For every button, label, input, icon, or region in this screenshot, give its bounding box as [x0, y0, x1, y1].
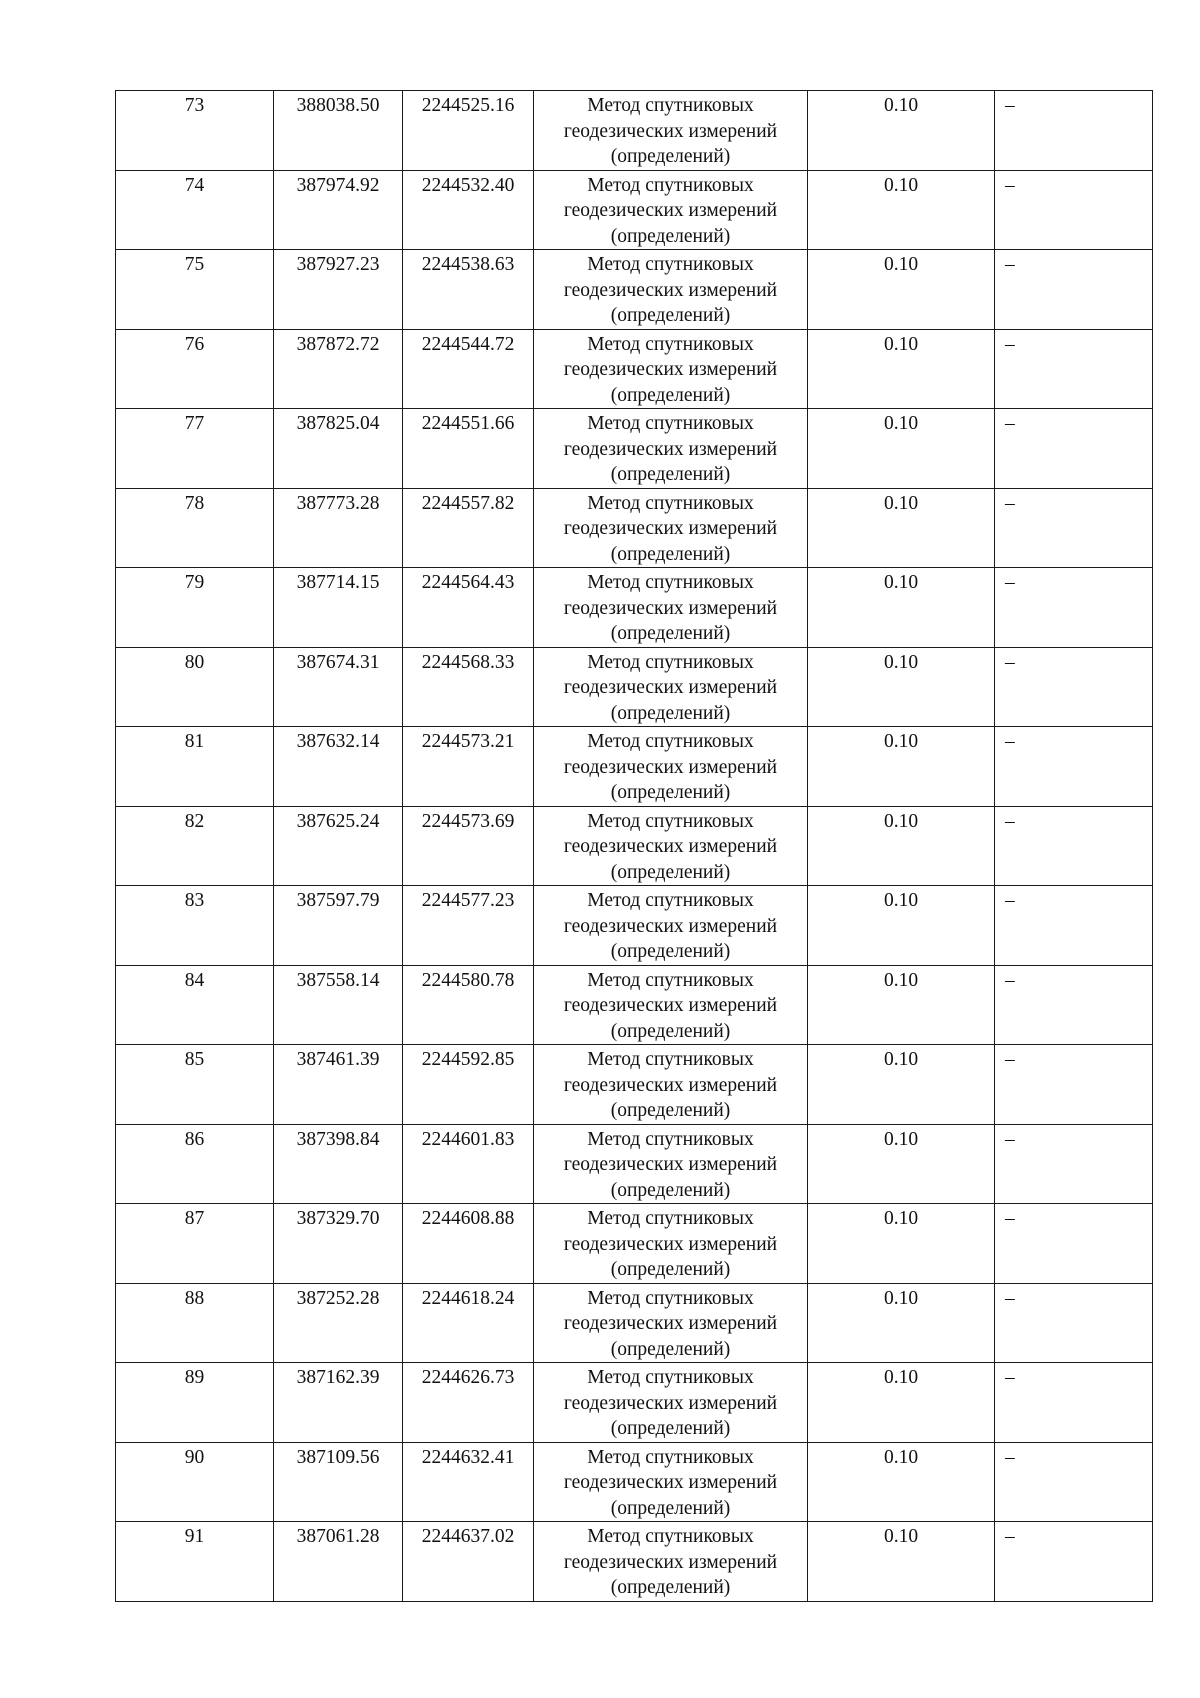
point-number-cell: 84 — [116, 965, 274, 1045]
coordinates-table — [115, 90, 1153, 1602]
method-cell: Метод спутниковых геодезических измерений (определений) — [534, 329, 808, 409]
accuracy-cell: 0.10 — [808, 1442, 995, 1522]
y-coordinate-cell: 2244580.78 — [403, 965, 534, 1045]
x-coordinate-cell: 387674.31 — [274, 647, 403, 727]
note-cell: – — [995, 1442, 1153, 1522]
accuracy-cell: 0.10 — [808, 1045, 995, 1125]
method-cell: Метод спутниковых геодезических измерений (определений) — [534, 647, 808, 727]
table-row — [116, 647, 1153, 727]
note-cell: – — [995, 91, 1153, 171]
accuracy-cell: 0.10 — [808, 1522, 995, 1602]
accuracy-cell: 0.10 — [808, 409, 995, 489]
note-cell: – — [995, 568, 1153, 648]
x-coordinate-cell: 387109.56 — [274, 1442, 403, 1522]
point-number-cell: 88 — [116, 1283, 274, 1363]
note-cell: – — [995, 727, 1153, 807]
method-cell: Метод спутниковых геодезических измерений (определений) — [534, 1124, 808, 1204]
x-coordinate-cell: 387061.28 — [274, 1522, 403, 1602]
note-cell: – — [995, 1124, 1153, 1204]
note-cell: – — [995, 1045, 1153, 1125]
point-number-cell: 82 — [116, 806, 274, 886]
y-coordinate-cell: 2244626.73 — [403, 1363, 534, 1443]
note-cell: – — [995, 488, 1153, 568]
x-coordinate-cell: 387714.15 — [274, 568, 403, 648]
method-cell: Метод спутниковых геодезических измерений (определений) — [534, 1363, 808, 1443]
point-number-cell: 80 — [116, 647, 274, 727]
table-row — [116, 1204, 1153, 1284]
x-coordinate-cell: 387597.79 — [274, 886, 403, 966]
y-coordinate-cell: 2244608.88 — [403, 1204, 534, 1284]
note-cell: – — [995, 170, 1153, 250]
accuracy-cell: 0.10 — [808, 329, 995, 409]
y-coordinate-cell: 2244577.23 — [403, 886, 534, 966]
table-row — [116, 568, 1153, 648]
method-cell: Метод спутниковых геодезических измерений (определений) — [534, 727, 808, 807]
accuracy-cell: 0.10 — [808, 1363, 995, 1443]
method-cell: Метод спутниковых геодезических измерений (определений) — [534, 806, 808, 886]
method-cell: Метод спутниковых геодезических измерений (определений) — [534, 1283, 808, 1363]
accuracy-cell: 0.10 — [808, 250, 995, 330]
accuracy-cell: 0.10 — [808, 91, 995, 171]
accuracy-cell: 0.10 — [808, 886, 995, 966]
x-coordinate-cell: 387162.39 — [274, 1363, 403, 1443]
table-row — [116, 1363, 1153, 1443]
x-coordinate-cell: 387252.28 — [274, 1283, 403, 1363]
accuracy-cell: 0.10 — [808, 568, 995, 648]
table-row — [116, 1283, 1153, 1363]
accuracy-cell: 0.10 — [808, 727, 995, 807]
table-row — [116, 250, 1153, 330]
x-coordinate-cell: 387872.72 — [274, 329, 403, 409]
x-coordinate-cell: 387825.04 — [274, 409, 403, 489]
accuracy-cell: 0.10 — [808, 170, 995, 250]
x-coordinate-cell: 387558.14 — [274, 965, 403, 1045]
y-coordinate-cell: 2244573.69 — [403, 806, 534, 886]
x-coordinate-cell: 387625.24 — [274, 806, 403, 886]
point-number-cell: 76 — [116, 329, 274, 409]
method-cell: Метод спутниковых геодезических измерений (определений) — [534, 1045, 808, 1125]
table-row — [116, 409, 1153, 489]
y-coordinate-cell: 2244532.40 — [403, 170, 534, 250]
method-cell: Метод спутниковых геодезических измерений (определений) — [534, 170, 808, 250]
accuracy-cell: 0.10 — [808, 806, 995, 886]
x-coordinate-cell: 388038.50 — [274, 91, 403, 171]
point-number-cell: 91 — [116, 1522, 274, 1602]
point-number-cell: 83 — [116, 886, 274, 966]
note-cell: – — [995, 1204, 1153, 1284]
y-coordinate-cell: 2244592.85 — [403, 1045, 534, 1125]
table-row — [116, 727, 1153, 807]
point-number-cell: 90 — [116, 1442, 274, 1522]
x-coordinate-cell: 387461.39 — [274, 1045, 403, 1125]
y-coordinate-cell: 2244637.02 — [403, 1522, 534, 1602]
x-coordinate-cell: 387632.14 — [274, 727, 403, 807]
method-cell: Метод спутниковых геодезических измерений (определений) — [534, 250, 808, 330]
method-cell: Метод спутниковых геодезических измерений (определений) — [534, 91, 808, 171]
point-number-cell: 89 — [116, 1363, 274, 1443]
method-cell: Метод спутниковых геодезических измерений (определений) — [534, 1442, 808, 1522]
method-cell: Метод спутниковых геодезических измерений (определений) — [534, 965, 808, 1045]
table-row — [116, 965, 1153, 1045]
y-coordinate-cell: 2244632.41 — [403, 1442, 534, 1522]
y-coordinate-cell: 2244544.72 — [403, 329, 534, 409]
y-coordinate-cell: 2244573.21 — [403, 727, 534, 807]
method-cell: Метод спутниковых геодезических измерений (определений) — [534, 488, 808, 568]
note-cell: – — [995, 409, 1153, 489]
accuracy-cell: 0.10 — [808, 965, 995, 1045]
point-number-cell: 77 — [116, 409, 274, 489]
note-cell: – — [995, 806, 1153, 886]
note-cell: – — [995, 965, 1153, 1045]
y-coordinate-cell: 2244551.66 — [403, 409, 534, 489]
note-cell: – — [995, 647, 1153, 727]
point-number-cell: 86 — [116, 1124, 274, 1204]
coordinates-table-body — [116, 91, 1153, 1602]
method-cell: Метод спутниковых геодезических измерений (определений) — [534, 409, 808, 489]
table-row — [116, 1522, 1153, 1602]
accuracy-cell: 0.10 — [808, 647, 995, 727]
point-number-cell: 73 — [116, 91, 274, 171]
table-row — [116, 1442, 1153, 1522]
x-coordinate-cell: 387773.28 — [274, 488, 403, 568]
point-number-cell: 81 — [116, 727, 274, 807]
y-coordinate-cell: 2244538.63 — [403, 250, 534, 330]
accuracy-cell: 0.10 — [808, 1283, 995, 1363]
accuracy-cell: 0.10 — [808, 1124, 995, 1204]
note-cell: – — [995, 1363, 1153, 1443]
note-cell: – — [995, 886, 1153, 966]
method-cell: Метод спутниковых геодезических измерений (определений) — [534, 1522, 808, 1602]
x-coordinate-cell: 387974.92 — [274, 170, 403, 250]
y-coordinate-cell: 2244525.16 — [403, 91, 534, 171]
y-coordinate-cell: 2244618.24 — [403, 1283, 534, 1363]
method-cell: Метод спутниковых геодезических измерений (определений) — [534, 568, 808, 648]
y-coordinate-cell: 2244557.82 — [403, 488, 534, 568]
point-number-cell: 78 — [116, 488, 274, 568]
point-number-cell: 75 — [116, 250, 274, 330]
accuracy-cell: 0.10 — [808, 488, 995, 568]
table-row — [116, 1045, 1153, 1125]
point-number-cell: 74 — [116, 170, 274, 250]
table-row — [116, 886, 1153, 966]
table-row — [116, 91, 1153, 171]
method-cell: Метод спутниковых геодезических измерений (определений) — [534, 886, 808, 966]
table-row — [116, 170, 1153, 250]
accuracy-cell: 0.10 — [808, 1204, 995, 1284]
table-row — [116, 806, 1153, 886]
table-row — [116, 488, 1153, 568]
note-cell: – — [995, 329, 1153, 409]
y-coordinate-cell: 2244564.43 — [403, 568, 534, 648]
point-number-cell: 79 — [116, 568, 274, 648]
note-cell: – — [995, 1522, 1153, 1602]
x-coordinate-cell: 387329.70 — [274, 1204, 403, 1284]
y-coordinate-cell: 2244601.83 — [403, 1124, 534, 1204]
x-coordinate-cell: 387927.23 — [274, 250, 403, 330]
x-coordinate-cell: 387398.84 — [274, 1124, 403, 1204]
note-cell: – — [995, 1283, 1153, 1363]
point-number-cell: 85 — [116, 1045, 274, 1125]
y-coordinate-cell: 2244568.33 — [403, 647, 534, 727]
point-number-cell: 87 — [116, 1204, 274, 1284]
method-cell: Метод спутниковых геодезических измерений (определений) — [534, 1204, 808, 1284]
table-row — [116, 1124, 1153, 1204]
note-cell: – — [995, 250, 1153, 330]
table-row — [116, 329, 1153, 409]
